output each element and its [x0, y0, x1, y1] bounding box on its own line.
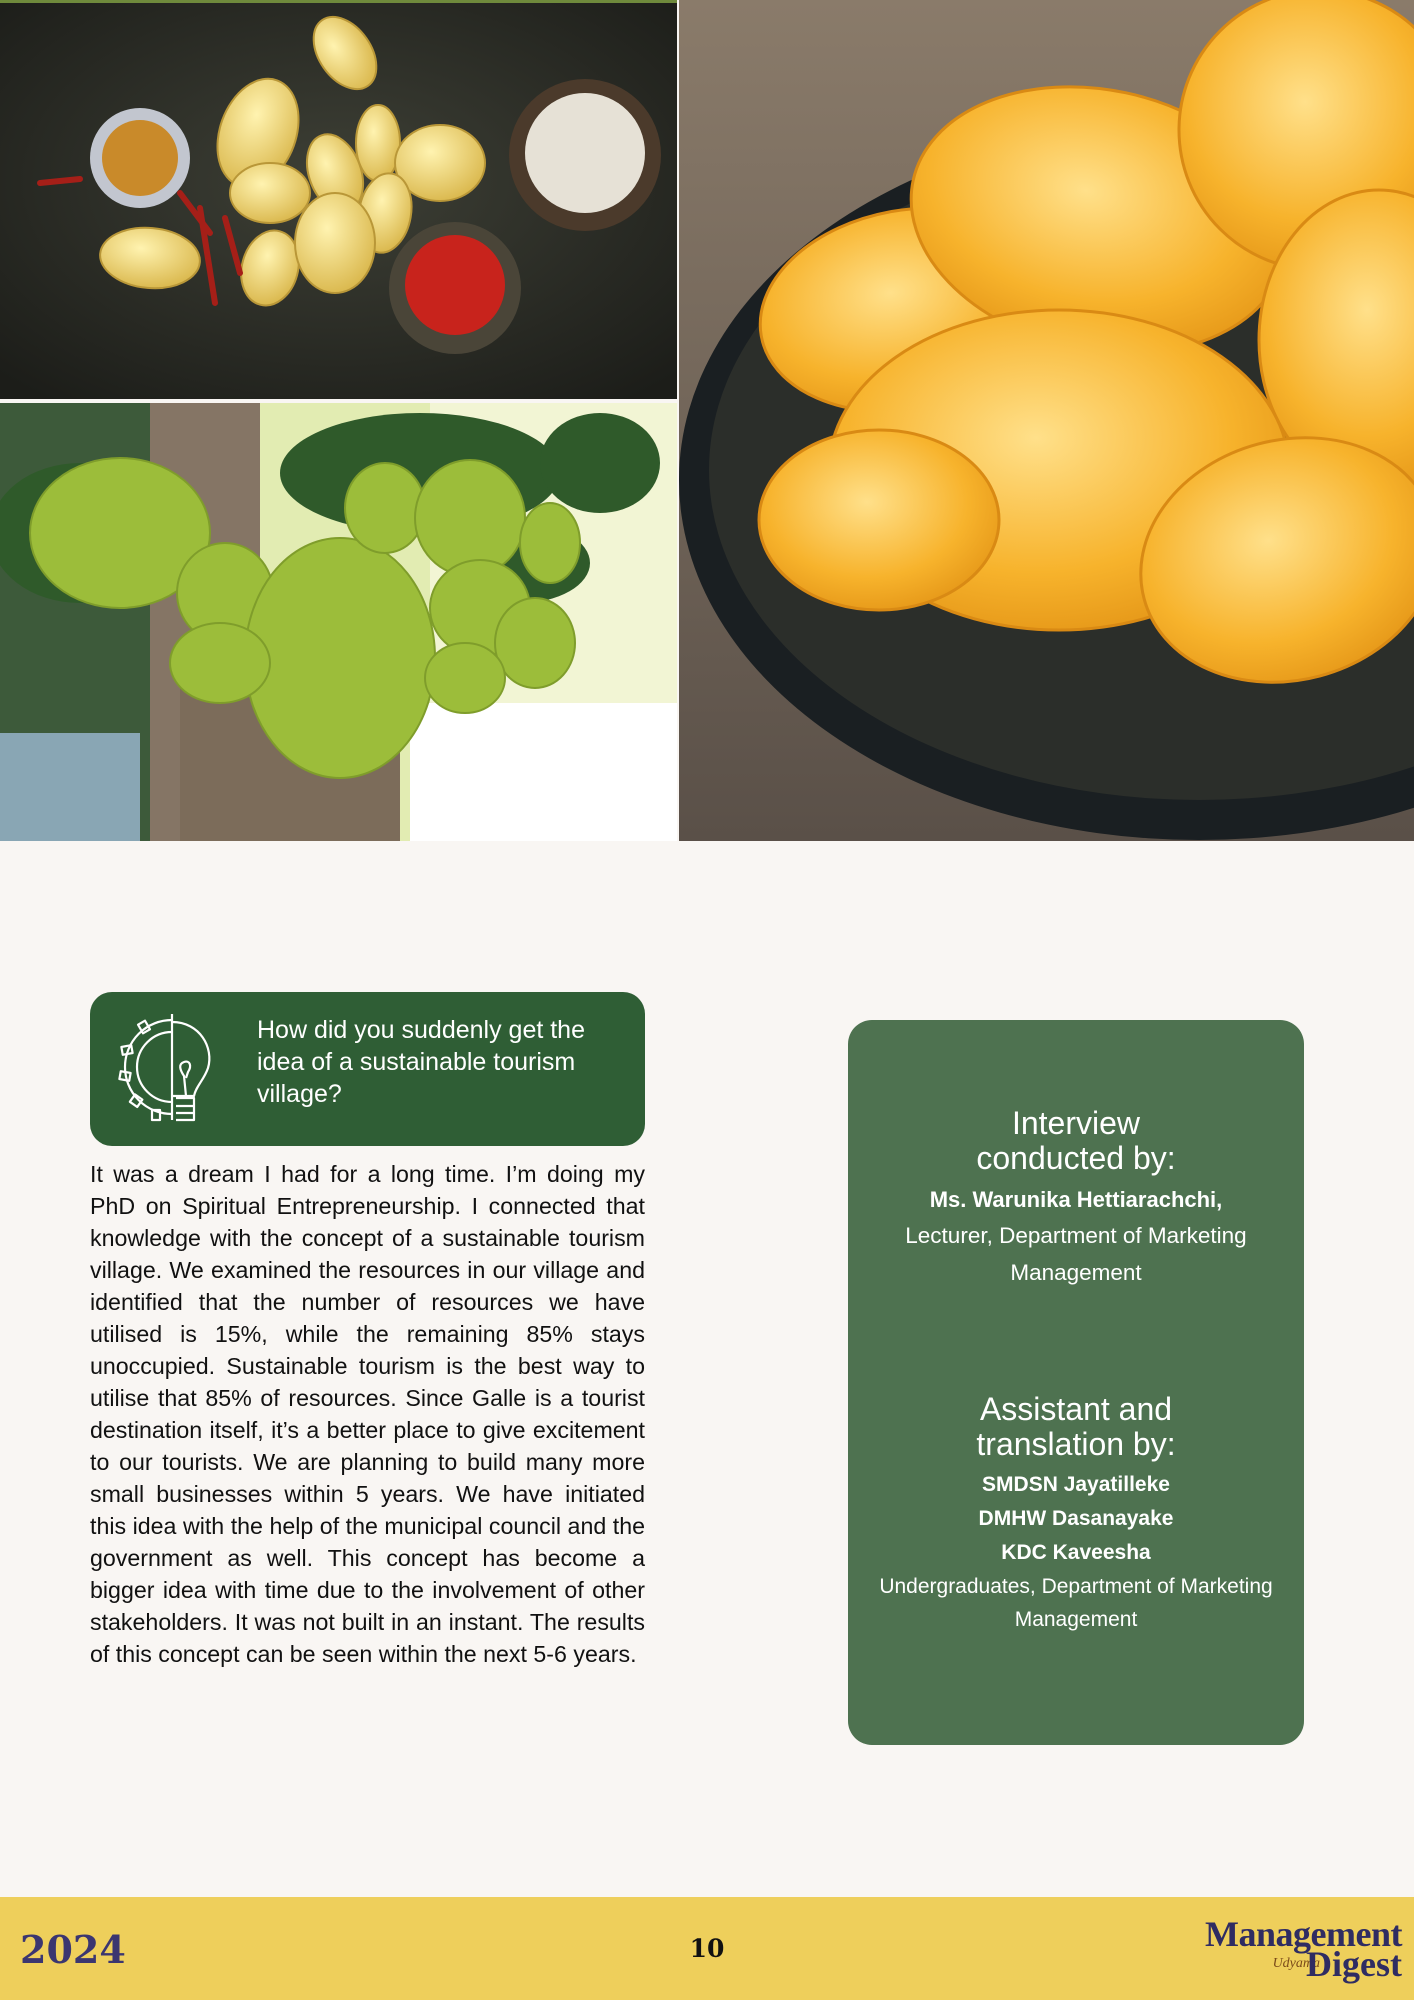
- assistants-role: Undergraduates, Department of Marketing Management: [879, 1575, 1273, 1631]
- question-card: [90, 992, 645, 1146]
- credits-panel: [848, 1020, 1304, 1745]
- jackfruit-bowl-photo: [679, 0, 1414, 841]
- answer-paragraph: It was a dream I had for a long time. I’m doing my PhD on Spiritual Entrepreneurship. I connected that knowledge with the concept of a sustainable tourism village. We examined the resources in our village and identified that the number of resources we have utilised is 15%, while the remaining 85% stays unoccupied. Sustainable tourism is the best way to utilise that 85% of resources. Since Galle is a tourist destination itself, it’s a better place to give excitement to our tourists. We are planning to build many more small businesses within 5 years. We have initiated this idea with the help of the municipal council and the government as well. This concept has become a bigger idea with time due to the involvement of other stakeholders. It was not built in an instant. The results of this concept can be seen within the next 5-6 years.: [90, 1161, 645, 1667]
- jackfruit-tree-photo: [0, 403, 677, 841]
- assistant-name: DMHW Dasanayake: [978, 1507, 1174, 1530]
- page-footer: [0, 1897, 1414, 2000]
- assistant-name: SMDSN Jayatilleke: [982, 1473, 1170, 1496]
- jackfruit-spread-photo: [0, 0, 677, 399]
- logo-line-1: Management: [1205, 1914, 1402, 1954]
- assistant-credit: [848, 1392, 1304, 1636]
- gear-lightbulb-icon: [114, 1008, 232, 1126]
- question-text: How did you suddenly get the idea of a sustainable tourism village?: [257, 1016, 585, 1108]
- logo-mark: Udyama: [1272, 1956, 1320, 1971]
- assistant-name: KDC Kaveesha: [1001, 1541, 1151, 1564]
- issue-year: 2024: [20, 1927, 126, 1972]
- interviewer-name: Ms. Warunika Hettiarachchi,: [929, 1187, 1223, 1212]
- interview-credit: [848, 1106, 1304, 1291]
- page-number: 10: [689, 1934, 725, 1963]
- interview-heading: Interview conducted by:: [976, 1105, 1176, 1176]
- management-digest-logo: [1192, 1916, 1402, 1986]
- assist-heading: Assistant and translation by:: [976, 1391, 1176, 1462]
- logo-line-2: Digest: [1306, 1944, 1402, 1984]
- interviewer-role: Lecturer, Department of Marketing Management: [905, 1223, 1247, 1285]
